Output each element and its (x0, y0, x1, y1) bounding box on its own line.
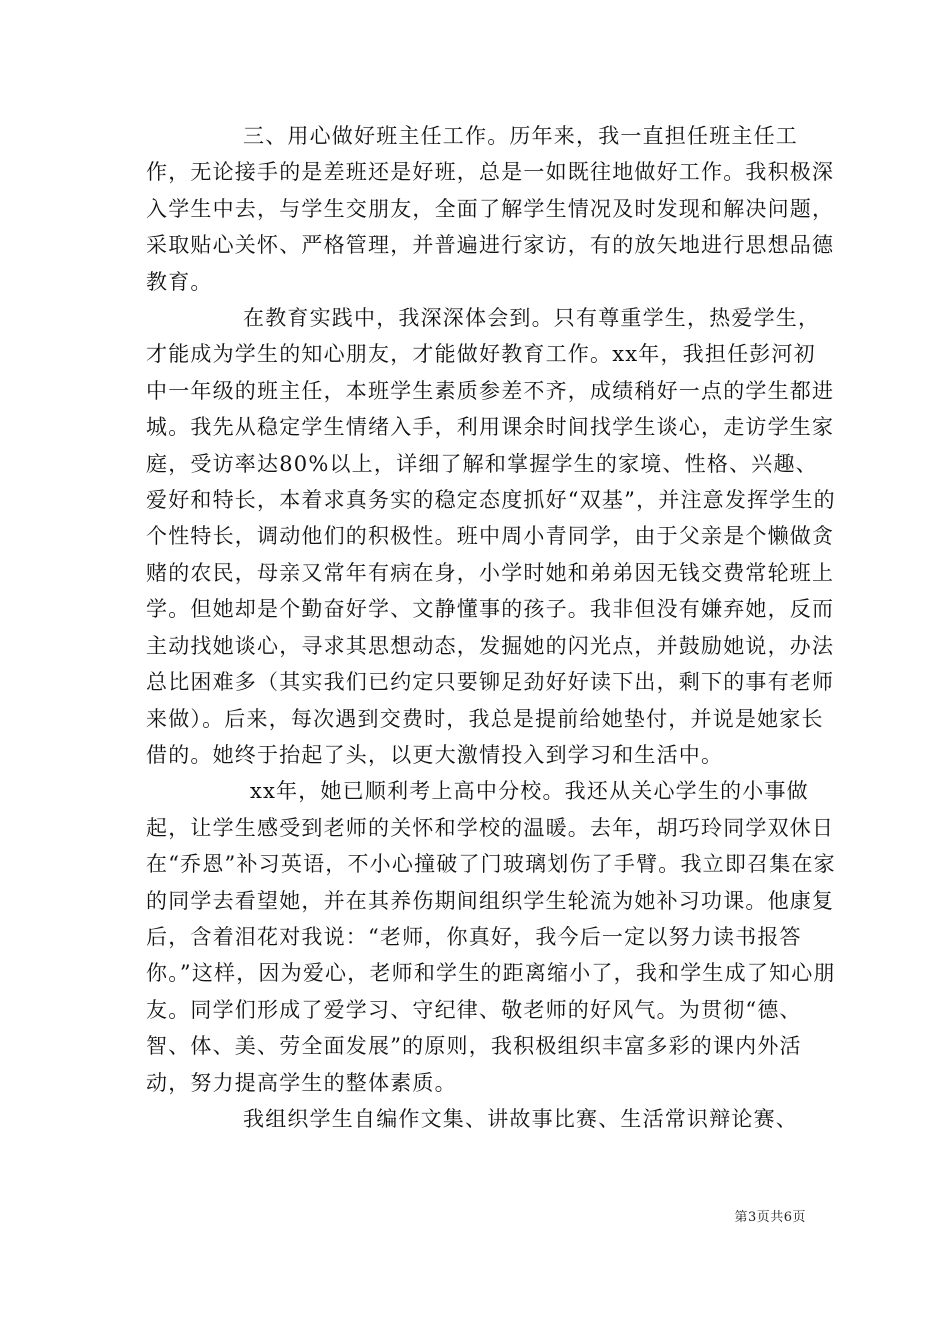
document-body (146, 118, 836, 1137)
paragraph-2: 在教育实践中，我深深体会到。只有尊重学生，热爱学生，才能成为学生的知心朋友，才能做好教育工作。xx年，我担任彭河初中一年级的班主任，本班学生素质参差不齐，成绩稍好一点的学生都进城。我先从稳定学生情绪入手，利用课余时间找学生谈心，走访学生家庭，受访率达80%以上，详细了解和掌握学生的家境、性格、兴趣、爱好和特长，本着求真务实的稳定态度抓好“双基”，并注意发挥学生的个性特长，调动他们的积极性。班中周小青同学，由于父亲是个懒做贪赌的农民，母亲又常年有病在身，小学时她和弟弟因无钱交费常轮班上学。但她却是个勤奋好学、文静懂事的孩子。我非但没有嫌弃她，反而主动找她谈心，寻求其思想动态，发掘她的闪光点，并鼓励她说，办法总比困难多（其实我们已约定只要铆足劲好好读下出，剩下的事有老师来做）。后来，每次遇到交费时，我总是提前给她垫付，并说是她家长借的。她终于抬起了头，以更大激情投入到学习和生活中。 (146, 306, 836, 767)
paragraph-1: 三、用心做好班主任工作。历年来，我一直担任班主任工作，无论接手的是差班还是好班，总是一如既往地做好工作。我积极深入学生中去，与学生交朋友，全面了解学生情况及时发现和解决问题，采取贴心关怀、严格管理，并普遍进行家访，有的放矢地进行思想品德教育。 (146, 124, 835, 294)
page-number-footer: 第3页共6页 (734, 1210, 806, 1225)
paragraph-4: 我组织学生自编作文集、讲故事比赛、生活常识辩论赛、 (243, 1106, 798, 1131)
paragraph-3: xx年，她已顺利考上高中分校。我还从关心学生的小事做起，让学生感受到老师的关怀和学校的温暖。去年，胡巧玲同学双休日在“乔恩”补习英语，不小心撞破了门玻璃划伤了手臂。我立即召集在家的同学去看望她，并在其养伤期间组织学生轮流为她补习功课。他康复后，含着泪花对我说：“老师，你真好，我今后一定以努力读书报答你。”这样，因为爱心，老师和学生的距离缩小了，我和学生成了知心朋友。同学们形成了爱学习、守纪律、敬老师的好风气。为贯彻“德、智、体、美、劳全面发展”的原则，我积极组织丰富多彩的课内外活动，努力提高学生的整体素质。 (146, 779, 836, 1095)
